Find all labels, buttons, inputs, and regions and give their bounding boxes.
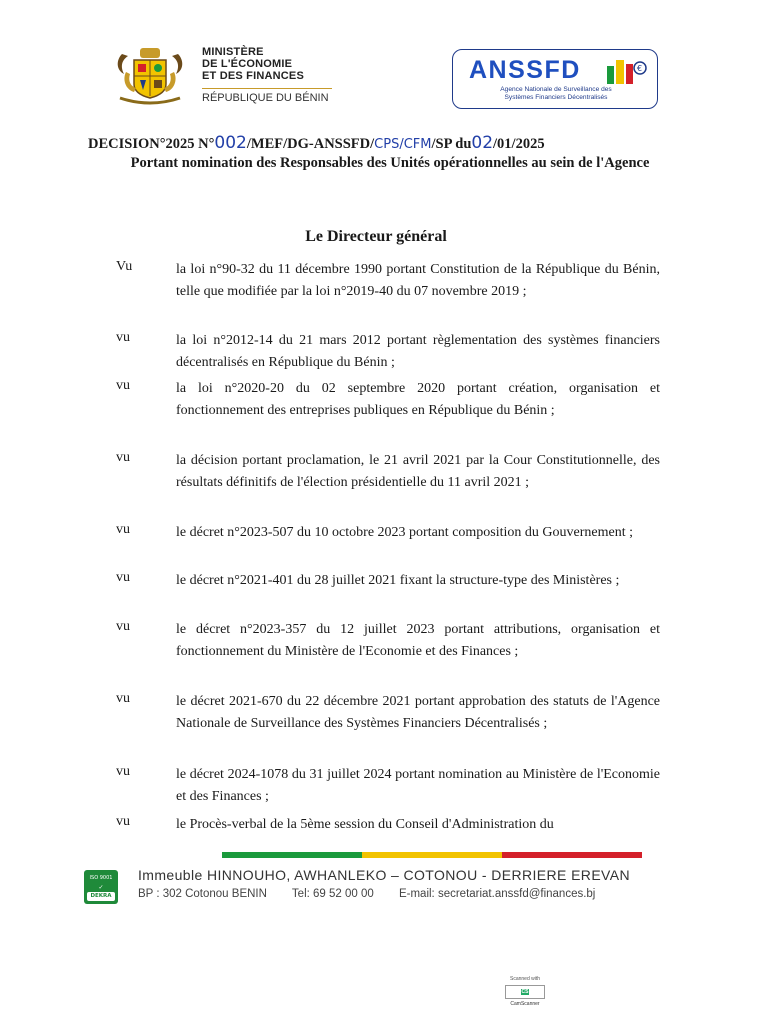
decision-subject: Portant nomination des Responsables des Unités opérationnelles au sein de l'Agence <box>130 155 650 171</box>
ministry-line-1: MINISTÈRE <box>202 46 264 58</box>
decision-prefix: DECISION°2025 N° <box>88 136 215 152</box>
camscanner-watermark <box>505 976 545 1014</box>
footer-email: E-mail: secretariat.anssfd@finances.bj <box>398 888 596 900</box>
visa-mark: Vu <box>116 259 133 274</box>
footer-address: Immeuble HINNOUHO, AWHANLEKO – COTONOU - DERRIERE EREVAN <box>138 867 631 883</box>
decision-handwritten-ref: CPS/CFM <box>374 137 432 152</box>
svg-text:€: € <box>637 64 643 73</box>
building-icon <box>605 56 647 84</box>
dekra-word: DEKRA <box>90 893 112 899</box>
visa-text: le décret 2021-670 du 22 décembre 2021 portant approbation des statuts de l'Agence Nationale de Surveillance des Systèmes Financiers Décentralisés ; <box>176 694 660 731</box>
flag-green <box>222 852 362 858</box>
anssfd-acronym: ANSSFD <box>469 56 581 84</box>
visa-text: la loi n°2020-20 du 02 septembre 2020 portant création, organisation et fonctionnement des entreprises publiques en République du Bénin ; <box>176 381 660 418</box>
visa-text: le décret n°2023-507 du 10 octobre 2023 portant composition du Gouvernement ; <box>176 525 633 540</box>
agency-full-name <box>453 86 659 102</box>
ministry-line-2: DE L'ÉCONOMIE <box>202 58 293 70</box>
anssfd-logo <box>452 49 658 109</box>
visa-mark: vu <box>116 330 130 345</box>
visa-mark: vu <box>116 814 130 829</box>
decision-middle: /MEF/DG-ANSSFD/ <box>246 136 375 152</box>
decision-suffix: /SP du <box>431 136 472 152</box>
visa-text: le Procès-verbal de la 5ème session du Conseil d'Administration du <box>176 817 554 832</box>
scanner-badge <box>505 985 545 1007</box>
visa-mark: vu <box>116 378 130 393</box>
visa-text: la décision portant proclamation, le 21 avril 2021 par la Cour Constitutionnelle, des résultats définitifs de l'élection présidentielle du 11 avril 2021 ; <box>176 453 660 490</box>
decision-date-tail: /01/2025 <box>493 136 545 152</box>
footer-contacts <box>138 888 617 900</box>
footer-tel: Tel: 69 52 00 00 <box>291 888 374 900</box>
republic-label: RÉPUBLIQUE DU BÉNIN <box>202 88 332 104</box>
director-title: Le Directeur général <box>305 228 447 245</box>
agency-name-line-1: Agence Nationale de Surveillance des <box>500 86 612 93</box>
decision-number-handwritten: 002 <box>214 133 247 153</box>
flag-stripe <box>222 852 642 858</box>
visa-text: le décret n°2023-357 du 12 juillet 2023 portant attributions, organisation et fonctionnement du Ministère de l'Economie et des Finances ; <box>176 622 660 659</box>
footer-bp: BP : 302 Cotonou BENIN <box>138 888 267 900</box>
flag-yellow <box>362 852 502 858</box>
agency-name-line-2: Systèmes Financiers Décentralisés <box>504 94 608 101</box>
visa-text: la loi n°2012-14 du 21 mars 2012 portant règlementation des systèmes financiers décentralisés en République du Bénin ; <box>176 333 660 370</box>
dekra-certification-logo <box>84 870 118 904</box>
ministry-block <box>202 46 332 104</box>
dekra-plate <box>87 892 115 901</box>
visa-text: le décret n°2021-401 du 28 juillet 2021 fixant la structure-type des Ministères ; <box>176 573 620 588</box>
camscanner-icon: CS <box>521 989 529 995</box>
visa-mark: vu <box>116 764 130 779</box>
visa-mark: vu <box>116 570 130 585</box>
visa-mark: vu <box>116 619 130 634</box>
visa-text: la loi n°90-32 du 11 décembre 1990 portant Constitution de la République du Bénin, telle que modifiée par la loi n°2019-40 du 07 novembre 2019 ; <box>176 262 660 299</box>
benin-coat-of-arms-icon <box>112 46 188 108</box>
visa-mark: vu <box>116 691 130 706</box>
ministry-line-3: ET DES FINANCES <box>202 70 305 82</box>
visa-mark: vu <box>116 450 130 465</box>
flag-red <box>502 852 642 858</box>
decision-day-handwritten: 02 <box>471 133 494 153</box>
dekra-check-icon: ✓ <box>98 884 104 891</box>
scanner-line-2: CamScanner <box>510 1001 540 1007</box>
scanner-line-1: Scanned with <box>509 976 541 982</box>
dekra-mark: ISO 9001 <box>89 875 113 881</box>
visa-mark: vu <box>116 522 130 537</box>
decision-reference <box>88 133 545 153</box>
visa-text: le décret 2024-1078 du 31 juillet 2024 portant nomination au Ministère de l'Economie et des Finances ; <box>176 767 660 804</box>
